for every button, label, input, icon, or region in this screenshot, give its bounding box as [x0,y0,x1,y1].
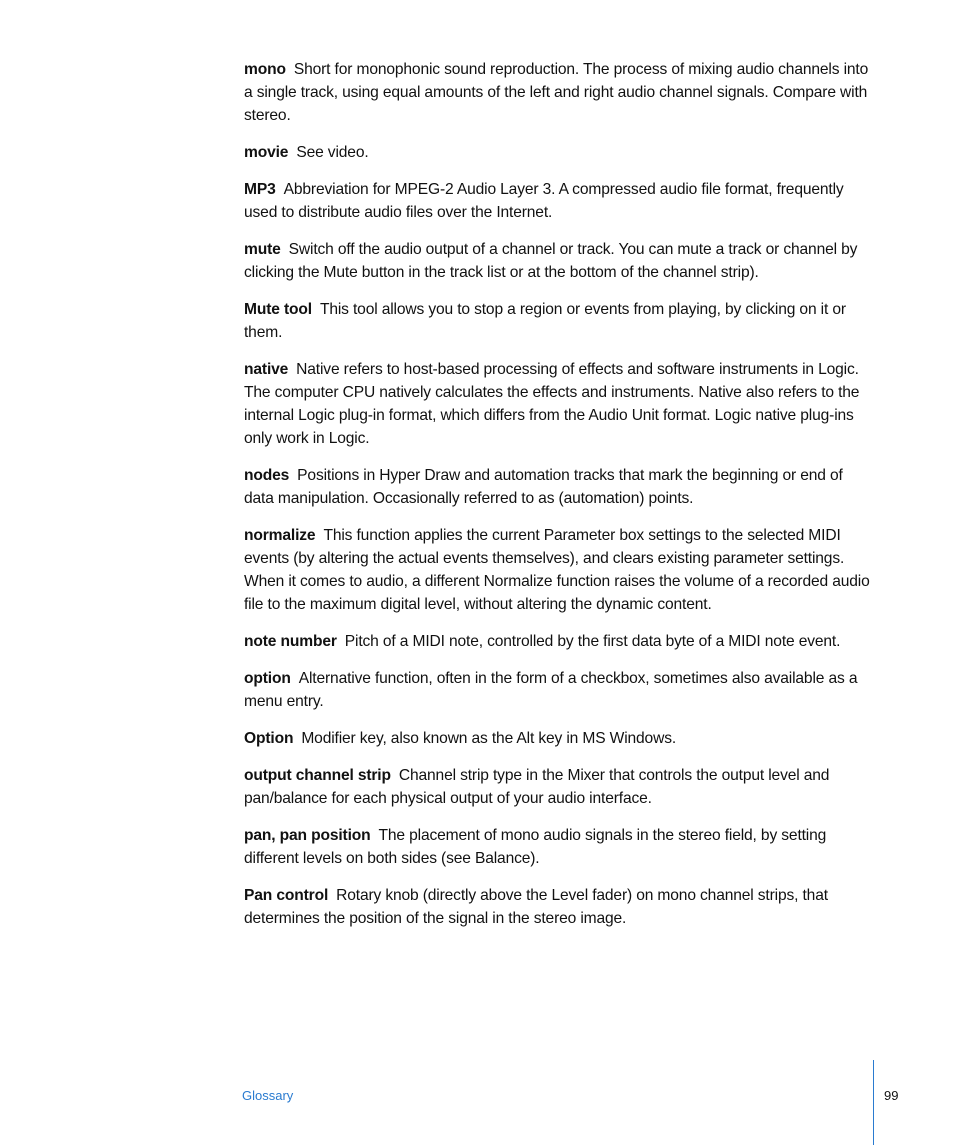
glossary-entry [244,358,876,450]
entry-term: pan, pan position [244,827,371,844]
entry-term: mute [244,241,281,258]
entry-definition: This function applies the current Parameter box settings to the selected MIDI events (by altering the actual events themselves), and clears existing parameter settings. When it comes to audio, a different Normalize function raises the volume of a recorded audio file to the maximum digital level, without altering the dynamic content. [244,527,870,613]
entry-term: nodes [244,467,290,484]
entry-definition: Rotary knob (directly above the Level fader) on mono channel strips, that determines the position of the signal in the stereo image. [244,887,828,927]
entry-term: Mute tool [244,301,312,318]
entry-term: note number [244,633,337,650]
entry-term: Option [244,730,294,747]
footer-divider [873,1060,874,1145]
glossary-entry [244,630,876,653]
glossary-entry [244,824,876,870]
glossary-entry [244,238,876,284]
glossary-entry [244,298,876,344]
entry-term: option [244,670,291,687]
entry-definition: Switch off the audio output of a channel or track. You can mute a track or channel by clicking the Mute button in the track list or at the bottom of the channel strip). [244,241,858,281]
glossary-entry [244,524,876,616]
entry-definition: This tool allows you to stop a region or events from playing, by clicking on it or them. [244,301,846,341]
glossary-entries [244,58,876,944]
entry-term: output channel strip [244,767,391,784]
glossary-entry [244,464,876,510]
entry-definition: See video. [296,144,369,161]
entry-definition: Pitch of a MIDI note, controlled by the first data byte of a MIDI note event. [344,633,841,650]
entry-definition: Abbreviation for MPEG-2 Audio Layer 3. A compressed audio file format, frequently used to distribute audio files over the Internet. [244,181,844,221]
entry-definition: Short for monophonic sound reproduction. The process of mixing audio channels into a single track, using equal amounts of the left and right audio channel signals. Compare with stereo. [244,61,869,124]
entry-term: normalize [244,527,316,544]
glossary-entry [244,727,876,750]
entry-definition: Modifier key, also known as the Alt key in MS Windows. [301,730,677,747]
page-number: 99 [884,1088,899,1103]
entry-definition: The placement of mono audio signals in the stereo field, by setting different levels on both sides (see Balance). [244,827,827,867]
entry-definition: Channel strip type in the Mixer that controls the output level and pan/balance for each physical output of your audio interface. [244,767,830,807]
entry-definition: Positions in Hyper Draw and automation tracks that mark the beginning or end of data manipulation. Occasionally referred to as (automation) points. [244,467,843,507]
entry-definition: Native refers to host-based processing of effects and software instruments in Logic. The computer CPU natively calculates the effects and instruments. Native also refers to the internal Logic plug-in format, which differs from the Audio Unit format. Logic native plug-ins only work in Logic. [244,361,860,447]
footer-section-label: Glossary [242,1088,294,1103]
glossary-entry [244,667,876,713]
entry-term: MP3 [244,181,276,198]
glossary-entry [244,764,876,810]
entry-term: Pan control [244,887,329,904]
entry-term: movie [244,144,289,161]
entry-term: native [244,361,289,378]
glossary-entry [244,58,876,127]
entry-term: mono [244,61,286,78]
entry-definition: Alternative function, often in the form of a checkbox, sometimes also available as a menu entry. [244,670,858,710]
glossary-entry [244,178,876,224]
glossary-entry [244,141,876,164]
glossary-entry [244,884,876,930]
